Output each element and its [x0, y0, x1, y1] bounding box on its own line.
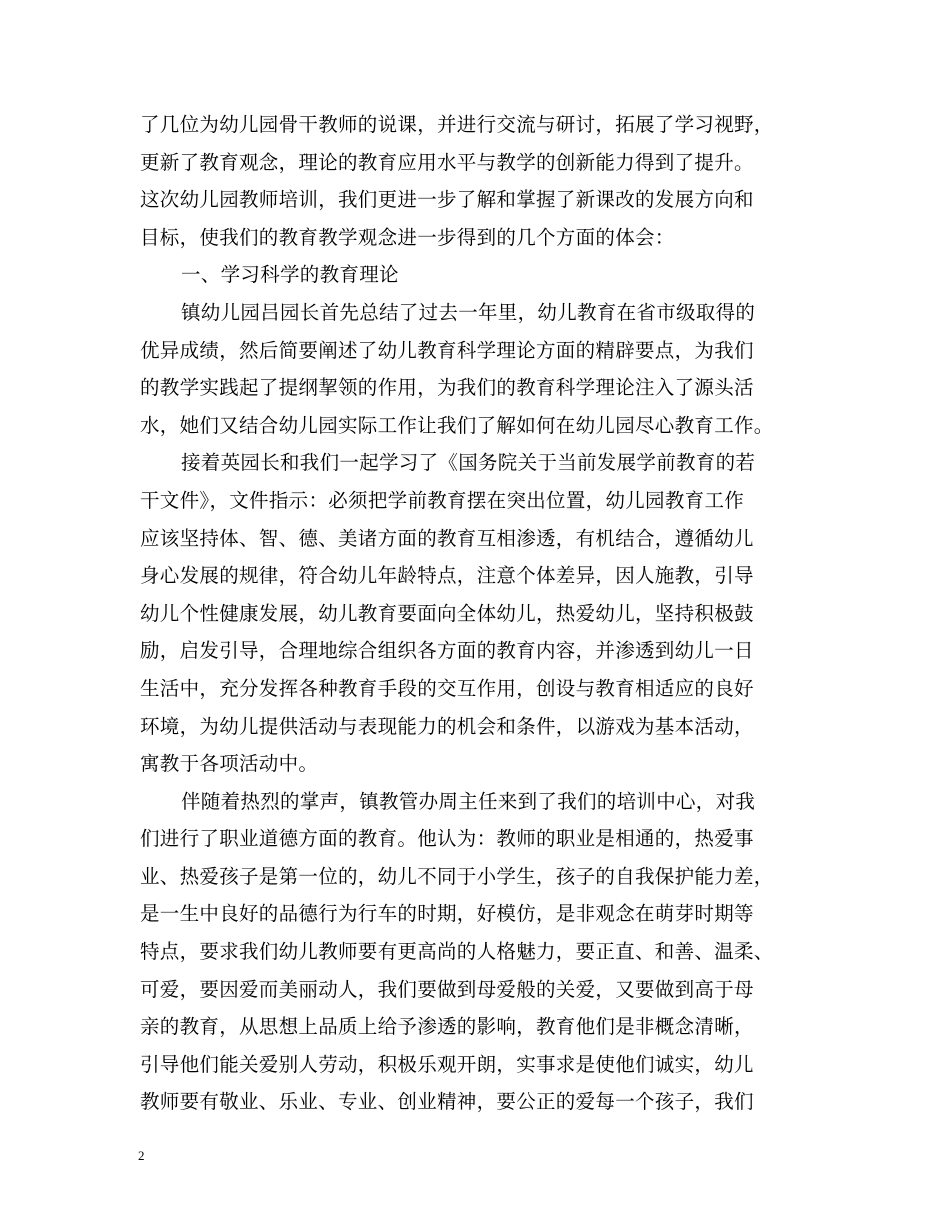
text-line: 亲的教育，从思想上品质上给予渗透的影响，教育他们是非概念清晰，: [140, 1015, 754, 1039]
text-line: 优异成绩，然后简要阐述了幼儿教育科学理论方面的精辟要点，为我们: [140, 338, 754, 362]
text-line: 幼儿个性健康发展，幼儿教育要面向全体幼儿，热爱幼儿，坚持积极鼓: [140, 601, 754, 625]
text-line: 干文件》，文件指示：必须把学前教育摆在突出位置，幼儿园教育工作: [140, 488, 745, 512]
text-line: 是一生中良好的品德行为行车的时期，好模仿，是非观念在萌芽时期等: [140, 902, 754, 926]
text-line: 目标，使我们的教育教学观念进一步得到的几个方面的体会：: [140, 225, 675, 249]
text-line: 更新了教育观念，理论的教育应用水平与教学的创新能力得到了提升。: [140, 150, 754, 174]
text-line: 生活中，充分发挥各种教育手段的交互作用，创设与教育相适应的良好: [140, 676, 754, 700]
text-line: 水，她们又结合幼儿园实际工作让我们了解如何在幼儿园尽心教育工作。: [140, 413, 774, 437]
text-line: 接着英园长和我们一起学习了《国务院关于当前发展学前教育的若: [181, 451, 756, 475]
body-text: [140, 106, 820, 1121]
text-line: 寓教于各项活动中。: [140, 752, 319, 776]
text-line: 业、热爱孩子是第一位的，幼儿不同于小学生，孩子的自我保护能力差，: [140, 864, 774, 888]
text-line: 环境，为幼儿提供活动与表现能力的机会和条件，以游戏为基本活动，: [140, 714, 754, 738]
text-line: 镇幼儿园吕园长首先总结了过去一年里，幼儿教育在省市级取得的: [181, 300, 756, 324]
text-line: 应该坚持体、智、德、美诸方面的教育互相渗透，有机结合，遵循幼儿: [140, 526, 754, 550]
text-line: 们进行了职业道德方面的教育。他认为：教师的职业是相通的，热爱事: [140, 827, 754, 851]
text-line: 教师要有敬业、乐业、专业、创业精神，要公正的爱每一个孩子，我们: [140, 1090, 754, 1114]
text-line: 伴随着热烈的掌声，镇教管办周主任来到了我们的培训中心，对我: [181, 789, 756, 813]
text-line: 特点，要求我们幼儿教师要有更高尚的人格魅力，要正直、和善、温柔、: [140, 940, 774, 964]
text-line: 引导他们能关爱别人劳动，积极乐观开朗，实事求是使他们诚实，幼儿: [140, 1052, 754, 1076]
text-line: 可爱，要因爱而美丽动人，我们要做到母爱般的关爱，又要做到高于母: [140, 977, 754, 1001]
text-line: 一、学习科学的教育理论: [181, 263, 399, 287]
text-line: 身心发展的规律，符合幼儿年龄特点，注意个体差异，因人施教，引导: [140, 564, 754, 588]
text-line: 的教学实践起了提纲挈领的作用，为我们的教育科学理论注入了源头活: [140, 376, 754, 400]
text-line: 这次幼儿园教师培训，我们更进一步了解和掌握了新课改的发展方向和: [140, 188, 754, 212]
text-line: 了几位为幼儿园骨干教师的说课，并进行交流与研讨，拓展了学习视野，: [140, 113, 774, 136]
text-line: 励，启发引导，合理地综合组织各方面的教育内容，并渗透到幼儿一日: [140, 639, 754, 663]
page-number: 2: [138, 1148, 145, 1163]
